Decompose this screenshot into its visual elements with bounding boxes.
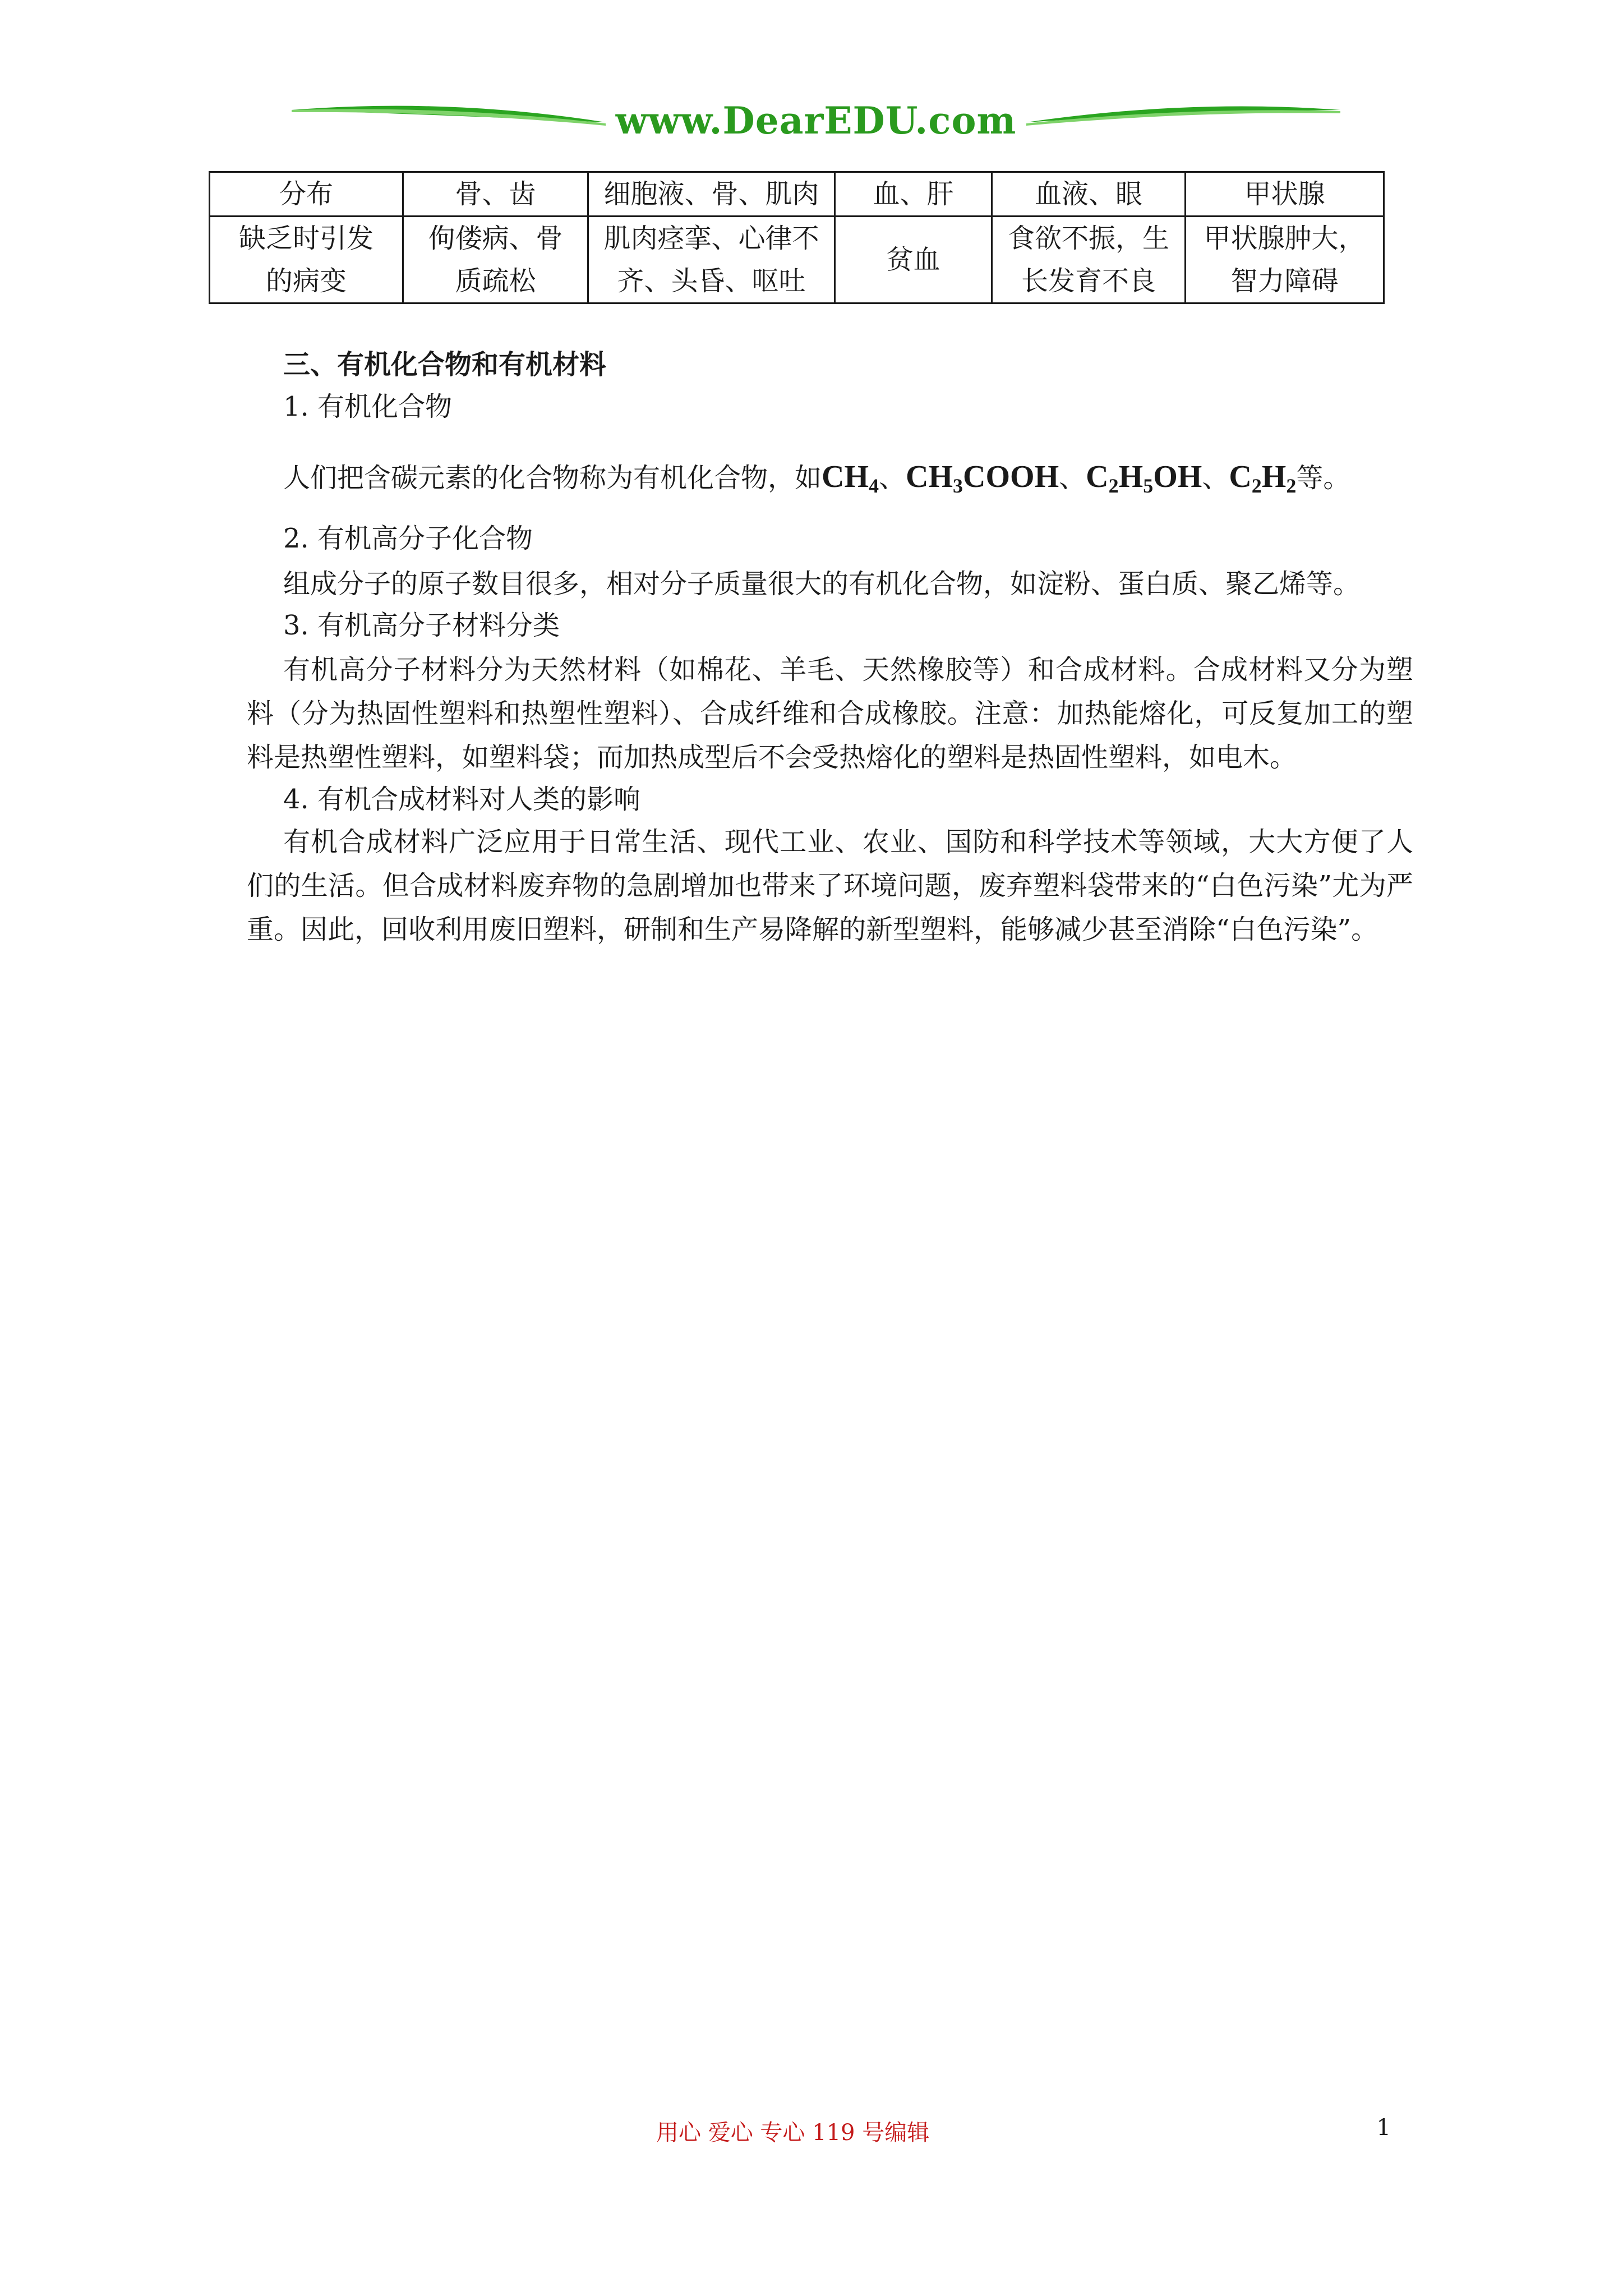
table-cell: 分布	[210, 172, 403, 217]
table-cell: 细胞液、骨、肌肉	[588, 172, 835, 217]
table-cell	[1186, 217, 1384, 303]
separator: 、	[1059, 462, 1086, 494]
item1-paragraph	[283, 454, 1350, 500]
header-banner	[292, 95, 1340, 151]
table-cell: 骨、齿	[403, 172, 588, 217]
section-heading: 三、有机化合物和有机材料	[283, 349, 607, 380]
cell-line: 食欲不振，生	[1007, 223, 1169, 254]
table-cell	[992, 217, 1186, 303]
cell-line: 缺乏时引发	[238, 223, 374, 254]
site-logo-text: www.DearEDU.com	[615, 99, 1017, 142]
item2-heading: 2. 有机高分子化合物	[283, 523, 533, 554]
item1-text-prefix: 人们把含碳元素的化合物称为有机化合物，如	[283, 462, 822, 494]
cell-line: 佝偻病、骨	[428, 223, 563, 254]
item4-heading: 4. 有机合成材料对人类的影响	[283, 784, 641, 815]
cell-line: 质疏松	[455, 265, 536, 297]
table-cell	[588, 217, 835, 303]
formula-acetylene: $C_2H_2$	[1229, 459, 1297, 497]
cell-line: 甲状腺肿大，	[1204, 223, 1366, 254]
separator: 、	[879, 462, 906, 494]
cell-line: 智力障碍	[1230, 265, 1339, 297]
formula-ethanol: $C_2H_5OH$	[1086, 459, 1202, 497]
page-number: 1	[1376, 2115, 1391, 2141]
table-row	[210, 172, 1384, 217]
cell-line: 长发育不良	[1021, 265, 1156, 297]
separator: 、	[1202, 462, 1229, 494]
item1-heading: 1. 有机化合物	[283, 391, 453, 422]
item3-paragraph: 有机高分子材料分为天然材料（如棉花、羊毛、天然橡胶等）和合成材料。合成材料又分为塑料（分为热固性塑料和热塑性塑料）、合成纤维和合成橡胶。注意：加热能熔化，可反复加工的塑料是热塑性塑料，如塑料袋；而加热成型后不会受热熔化的塑料是热固性塑料，如电木。	[247, 654, 1413, 773]
cell-line: 的病变	[265, 265, 347, 297]
table-cell	[403, 217, 588, 303]
cell-line: 贫血	[886, 244, 940, 275]
item4-paragraph: 有机合成材料广泛应用于日常生活、现代工业、农业、国防和科学技术等领域，大大方便了人们的生活。但合成材料废弃物的急剧增加也带来了环境问题，废弃塑料袋带来的“白色污染”尤为严重。因此，回收利用废旧塑料，研制和生产易降解的新型塑料，能够减少甚至消除“白色污染”。	[247, 826, 1413, 945]
table-cell: 血液、眼	[992, 172, 1186, 217]
table-cell: 血、肝	[835, 172, 992, 217]
item2-paragraph: 组成分子的原子数目很多，相对分子质量很大的有机化合物，如淀粉、蛋白质、聚乙烯等。	[283, 568, 1361, 600]
cell-line: 肌肉痉挛、心律不	[603, 223, 819, 254]
mineral-table	[209, 171, 1385, 304]
table-row	[210, 217, 1384, 303]
formula-acetic-acid: $CH_3COOH$	[906, 459, 1059, 497]
table-cell	[210, 217, 403, 303]
item1-text-suffix: 等。	[1296, 462, 1350, 494]
table-cell: 甲状腺	[1186, 172, 1384, 217]
item3-heading: 3. 有机高分子材料分类	[283, 610, 560, 641]
footer-credit: 用心 爱心 专心 119 号编辑	[656, 2120, 930, 2146]
table-cell	[835, 217, 992, 303]
formula-ch4: $CH_4$	[822, 459, 879, 497]
cell-line: 齐、头昏、呕吐	[617, 265, 806, 297]
